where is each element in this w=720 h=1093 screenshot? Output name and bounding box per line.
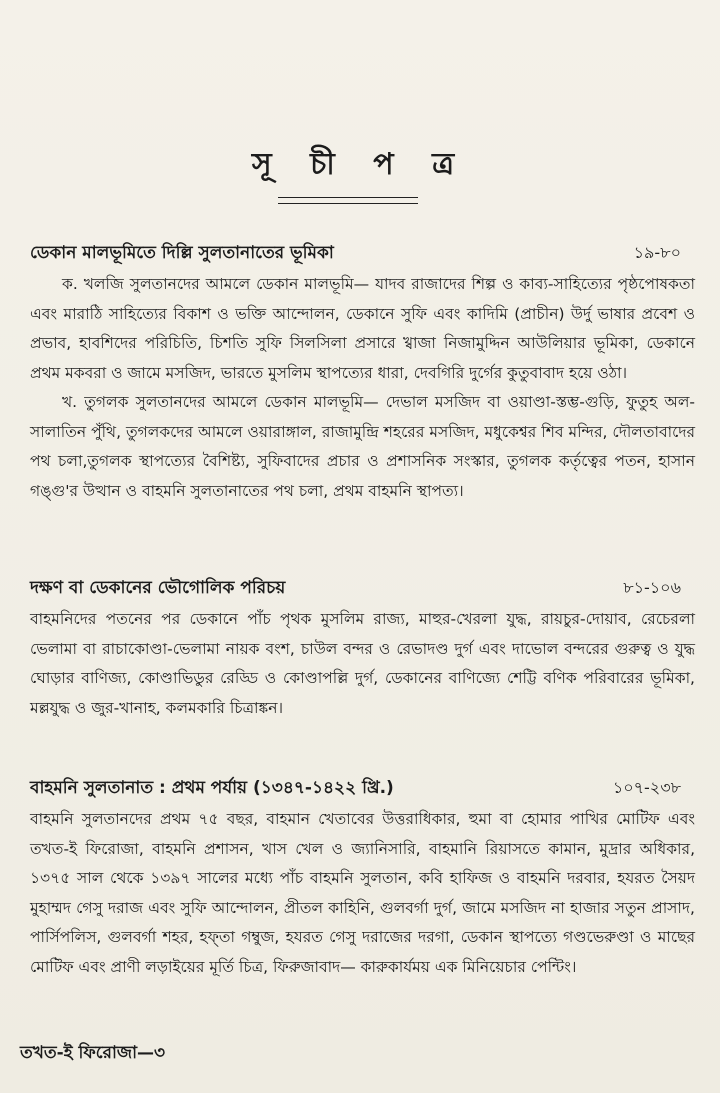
section-title: বাহমনি সুলতানাত : প্রথম পর্যায় (১৩৪৭-১৪২২ খ্রি.)	[30, 778, 394, 798]
toc-section	[30, 775, 695, 982]
section-heading	[30, 575, 695, 601]
section-heading	[30, 775, 695, 801]
section-paragraph: ক. খলজি সুলতানদের আমলে ডেকান মালভূমি— যাদব রাজাদের শিল্প ও কাব্য-সাহিত্যের পৃষ্ঠপোষকতা এবং মারাঠি সাহিত্যের বিকাশ ও ভক্তি আন্দোলন, ডেকানে সুফি এবং কাদিমি (প্রাচীন) উর্দু ভাষার প্রবেশ ও প্রভাব, হাবশিদের পরিচিতি, চিশতি সুফি সিলসিলা প্রসারে খ্বাজা নিজামুদ্দিন আউলিয়ার ভূমিকা, ডেকানে প্রথম মকবরা ও জামে মসজিদ, ভারতে মুসলিম স্থাপত্যের ধারা, দেবগিরি দুর্গের কুতুবাবাদ হয়ে ওঠা।	[30, 275, 695, 382]
section-title: দক্ষণ বা ডেকানের ভৌগোলিক পরিচয়	[30, 578, 286, 598]
page-footer: তখত-ই ফিরোজা—৩	[20, 1043, 166, 1063]
section-title: ডেকান মালভূমিতে দিল্লি সুলতানাতের ভূমিকা	[30, 243, 334, 263]
page-range: ১৯-৮০	[633, 243, 681, 262]
page-range: ১০৭-২৩৮	[612, 778, 681, 797]
section-paragraph: খ. তুগলক সুলতানদের আমলে ডেকান মালভূমি— দেভাল মসজিদ বা ওয়াণ্ডা-স্তম্ভ-গুড়ি, ফুতুহ অল-সালাতিন পুঁথি, তুগলকদের আমলে ওয়ারাঙ্গাল, রাজামুন্দ্রি শহরের মসজিদ, মধুকেশ্বর শিব মন্দির, দৌলতাবাদের পথ চলা,তুগলক স্থাপত্যের বৈশিষ্ট্য, সুফিবাদের প্রচার ও প্রশাসনিক সংস্কার, তুগলক কর্তৃত্বের পতন, হাসান গঙ্গু'র উত্থান ও বাহমনি সুলতানাতের পথ চলা, প্রথম বাহমনি স্থাপত্য।	[30, 393, 695, 500]
section-paragraph: বাহমনি সুলতানদের প্রথম ৭৫ বছর, বাহমান খেতাবের উত্তরাধিকার, হুমা বা হোমার পাখির মোটিফ এবং তখত-ই ফিরোজা, বাহমনি প্রশাসন, খাস খেল ও জ্যানিসারি, বাহমানি রিয়াসতে কামান, মুদ্রার অধিকার, ১৩৭৫ সাল থেকে ১৩৯৭ সালের মধ্যে পাঁচ বাহমনি সুলতান, কবি হাফিজ ও বাহমনি দরবার, হযরত সৈয়দ মুহাম্মদ গেসু দরাজ এবং সুফি আন্দোলন, প্রীতল কাহিনি, গুলবর্গা দুর্গ, জামে মসজিদ না হাজার সতুন প্রাসাদ, পার্সিপলিস, গুলবর্গা শহর, হফ্তা গম্বুজ, হযরত গেসু দরাজের দরগা, ডেকান স্থাপত্যে গণ্ডভেরুণ্ডা ও মাছের মোটিফ এবং প্রাণী লড়াইয়ের মূর্তি চিত্র, ফিরুজাবাদ— কারুকার্যময় এক মিনিয়েচার পেন্টিং।	[30, 810, 695, 976]
page-range: ৮১-১০৬	[623, 578, 681, 597]
title-rule-bottom	[278, 203, 418, 204]
title-rule-top	[278, 197, 418, 198]
section-paragraph: বাহমনিদের পতনের পর ডেকানে পাঁচ পৃথক মুসলিম রাজ্য, মাহুর-খেরলা যুদ্ধ, রায়চুর-দোয়াব, রেচেরলা ভেলামা বা রাচাকোণ্ডা-ভেলামা নায়ক বংশ, চাউল বন্দর ও রেভাদণ্ড দুর্গ এবং দাভোল বন্দরের গুরুত্ব ও যুদ্ধ ঘোড়ার বাণিজ্য, কোণ্ডাভিডুর রেড্ডি ও কোণ্ডাপল্লি দুর্গ, ডেকানের বাণিজ্যে শেট্টি বণিক পরিবারের ভূমিকা, মল্লযুদ্ধ ও জুর-খানাহ, কলমকারি চিত্রাঙ্কন।	[30, 610, 695, 717]
toc-section	[30, 575, 695, 723]
page-title: সূ চী প ত্র	[251, 147, 469, 182]
section-heading	[30, 240, 695, 266]
toc-section	[30, 240, 695, 506]
